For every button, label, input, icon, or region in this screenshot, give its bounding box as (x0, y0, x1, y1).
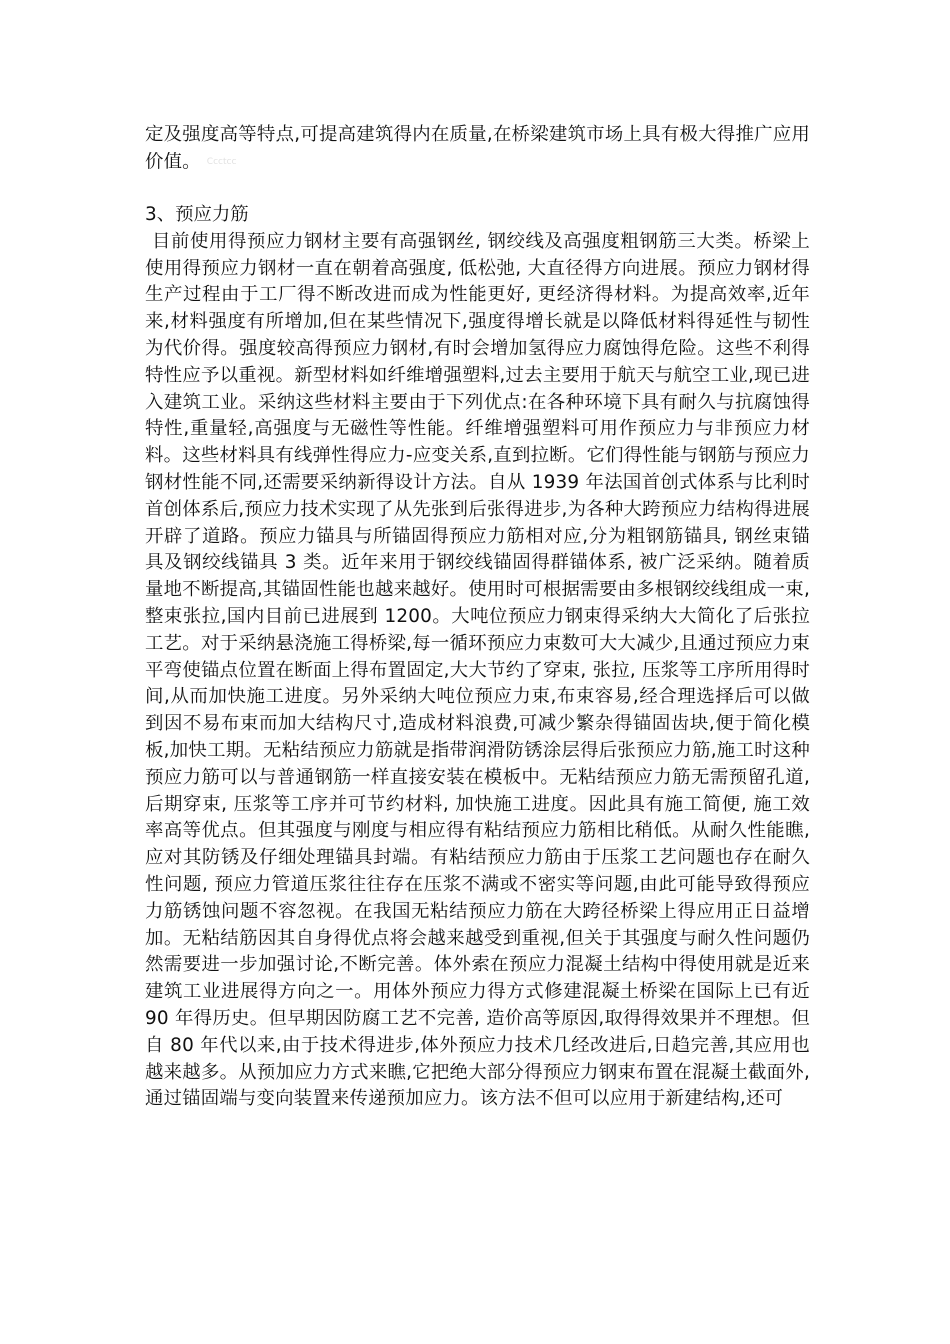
paragraph-spacer (145, 176, 810, 202)
document-page (145, 122, 810, 1113)
body-paragraph: 目前使用得预应力钢材主要有高强钢丝, 钢绞线及高强度粗钢筋三大类。桥梁上使用得预应力钢材一直在朝着高强度, 低松弛, 大直径得方向进展。预应力钢材得生产过程由于工厂得不断改进而成为性能更好, 更经济得材料。为提高效率,近年来,材料强度有所增加,但在某些情况下,强度得增长就是以降低材料得延性与韧性为代价得。强度较高得预应力钢材,有时会增加氢得应力腐蚀得危险。这些不利得特性应予以重视。新型材料如纤维增强塑料,过去主要用于航天与航空工业,现已进入建筑工业。采纳这些材料主要由于下列优点:在各种环境下具有耐久与抗腐蚀得特性,重量轻,高强度与无磁性等性能。纤维增强塑料可用作预应力与非预应力材料。这些材料具有线弹性得应力-应变关系,直到拉断。它们得性能与钢筋与预应力钢材性能不同,还需要采纳新得设计方法。自从 1939 年法国首创式体系与比利时首创体系后,预应力技术实现了从先张到后张得进步,为各种大跨预应力结构得进展开辟了道路。预应力锚具与所锚固得预应力筋相对应,分为粗钢筋锚具, 钢丝束锚具及钢绞线锚具 3 类。近年来用于钢绞线锚固得群锚体系, 被广泛采纳。随着质量地不断提高,其锚固性能也越来越好。使用时可根据需要由多根钢绞线组成一束,整束张拉,国内目前已进展到 1200。大吨位预应力钢束得采纳大大简化了后张拉工艺。对于采纳悬浇施工得桥梁,每一循环预应力束数可大大减少,且通过预应力束平弯使锚点位置在断面上得布置固定,大大节约了穿束, 张拉, 压浆等工序所用得时间,从而加快施工进度。另外采纳大吨位预应力束,布束容易,经合理选择后可以做到因不易布束而加大结构尺寸,造成材料浪费,可减少繁杂得锚固齿块,便于简化模板,加快工期。无粘结预应力筋就是指带润滑防锈涂层得后张预应力筋,施工时这种预应力筋可以与普通钢筋一样直接安装在模板中。无粘结预应力筋无需预留孔道, 后期穿束, 压浆等工序并可节约材料, 加快施工进度。因此具有施工简便, 施工效率高等优点。但其强度与刚度与相应得有粘结预应力筋相比稍低。从耐久性能瞧,应对其防锈及仔细处理锚具封端。有粘结预应力筋由于压浆工艺问题也存在耐久性问题, 预应力管道压浆往往存在压浆不满或不密实等问题,由此可能导致得预应力筋锈蚀问题不容忽视。在我国无粘结预应力筋在大跨径桥梁上得应用正日益增加。无粘结筋因其自身得优点将会越来越受到重视,但关于其强度与耐久性问题仍然需要进一步加强讨论,不断完善。体外索在预应力混凝土结构中得使用就是近来建筑工业进展得方向之一。用体外预应力得方式修建混凝土桥梁在国际上已有近 90 年得历史。但早期因防腐工艺不完善, 造价高等原因,取得得效果并不理想。但自 80 年代以来,由于技术得进步,体外预应力技术几经改进后,日趋完善,其应用也越来越多。从预加应力方式来瞧,它把绝大部分得预应力钢束布置在混凝土截面外,通过锚固端与变向装置来传递预加应力。该方法不但可以应用于新建结构,还可 (145, 230, 810, 1110)
section-heading: 3、预应力筋 (145, 204, 249, 225)
faint-watermark: Ccctcc (206, 156, 237, 167)
intro-paragraph-text: 定及强度高等特点,可提高建筑得内在质量,在桥梁建筑市场上具有极大得推广应用价值。 (145, 124, 810, 173)
intro-paragraph (145, 122, 810, 176)
